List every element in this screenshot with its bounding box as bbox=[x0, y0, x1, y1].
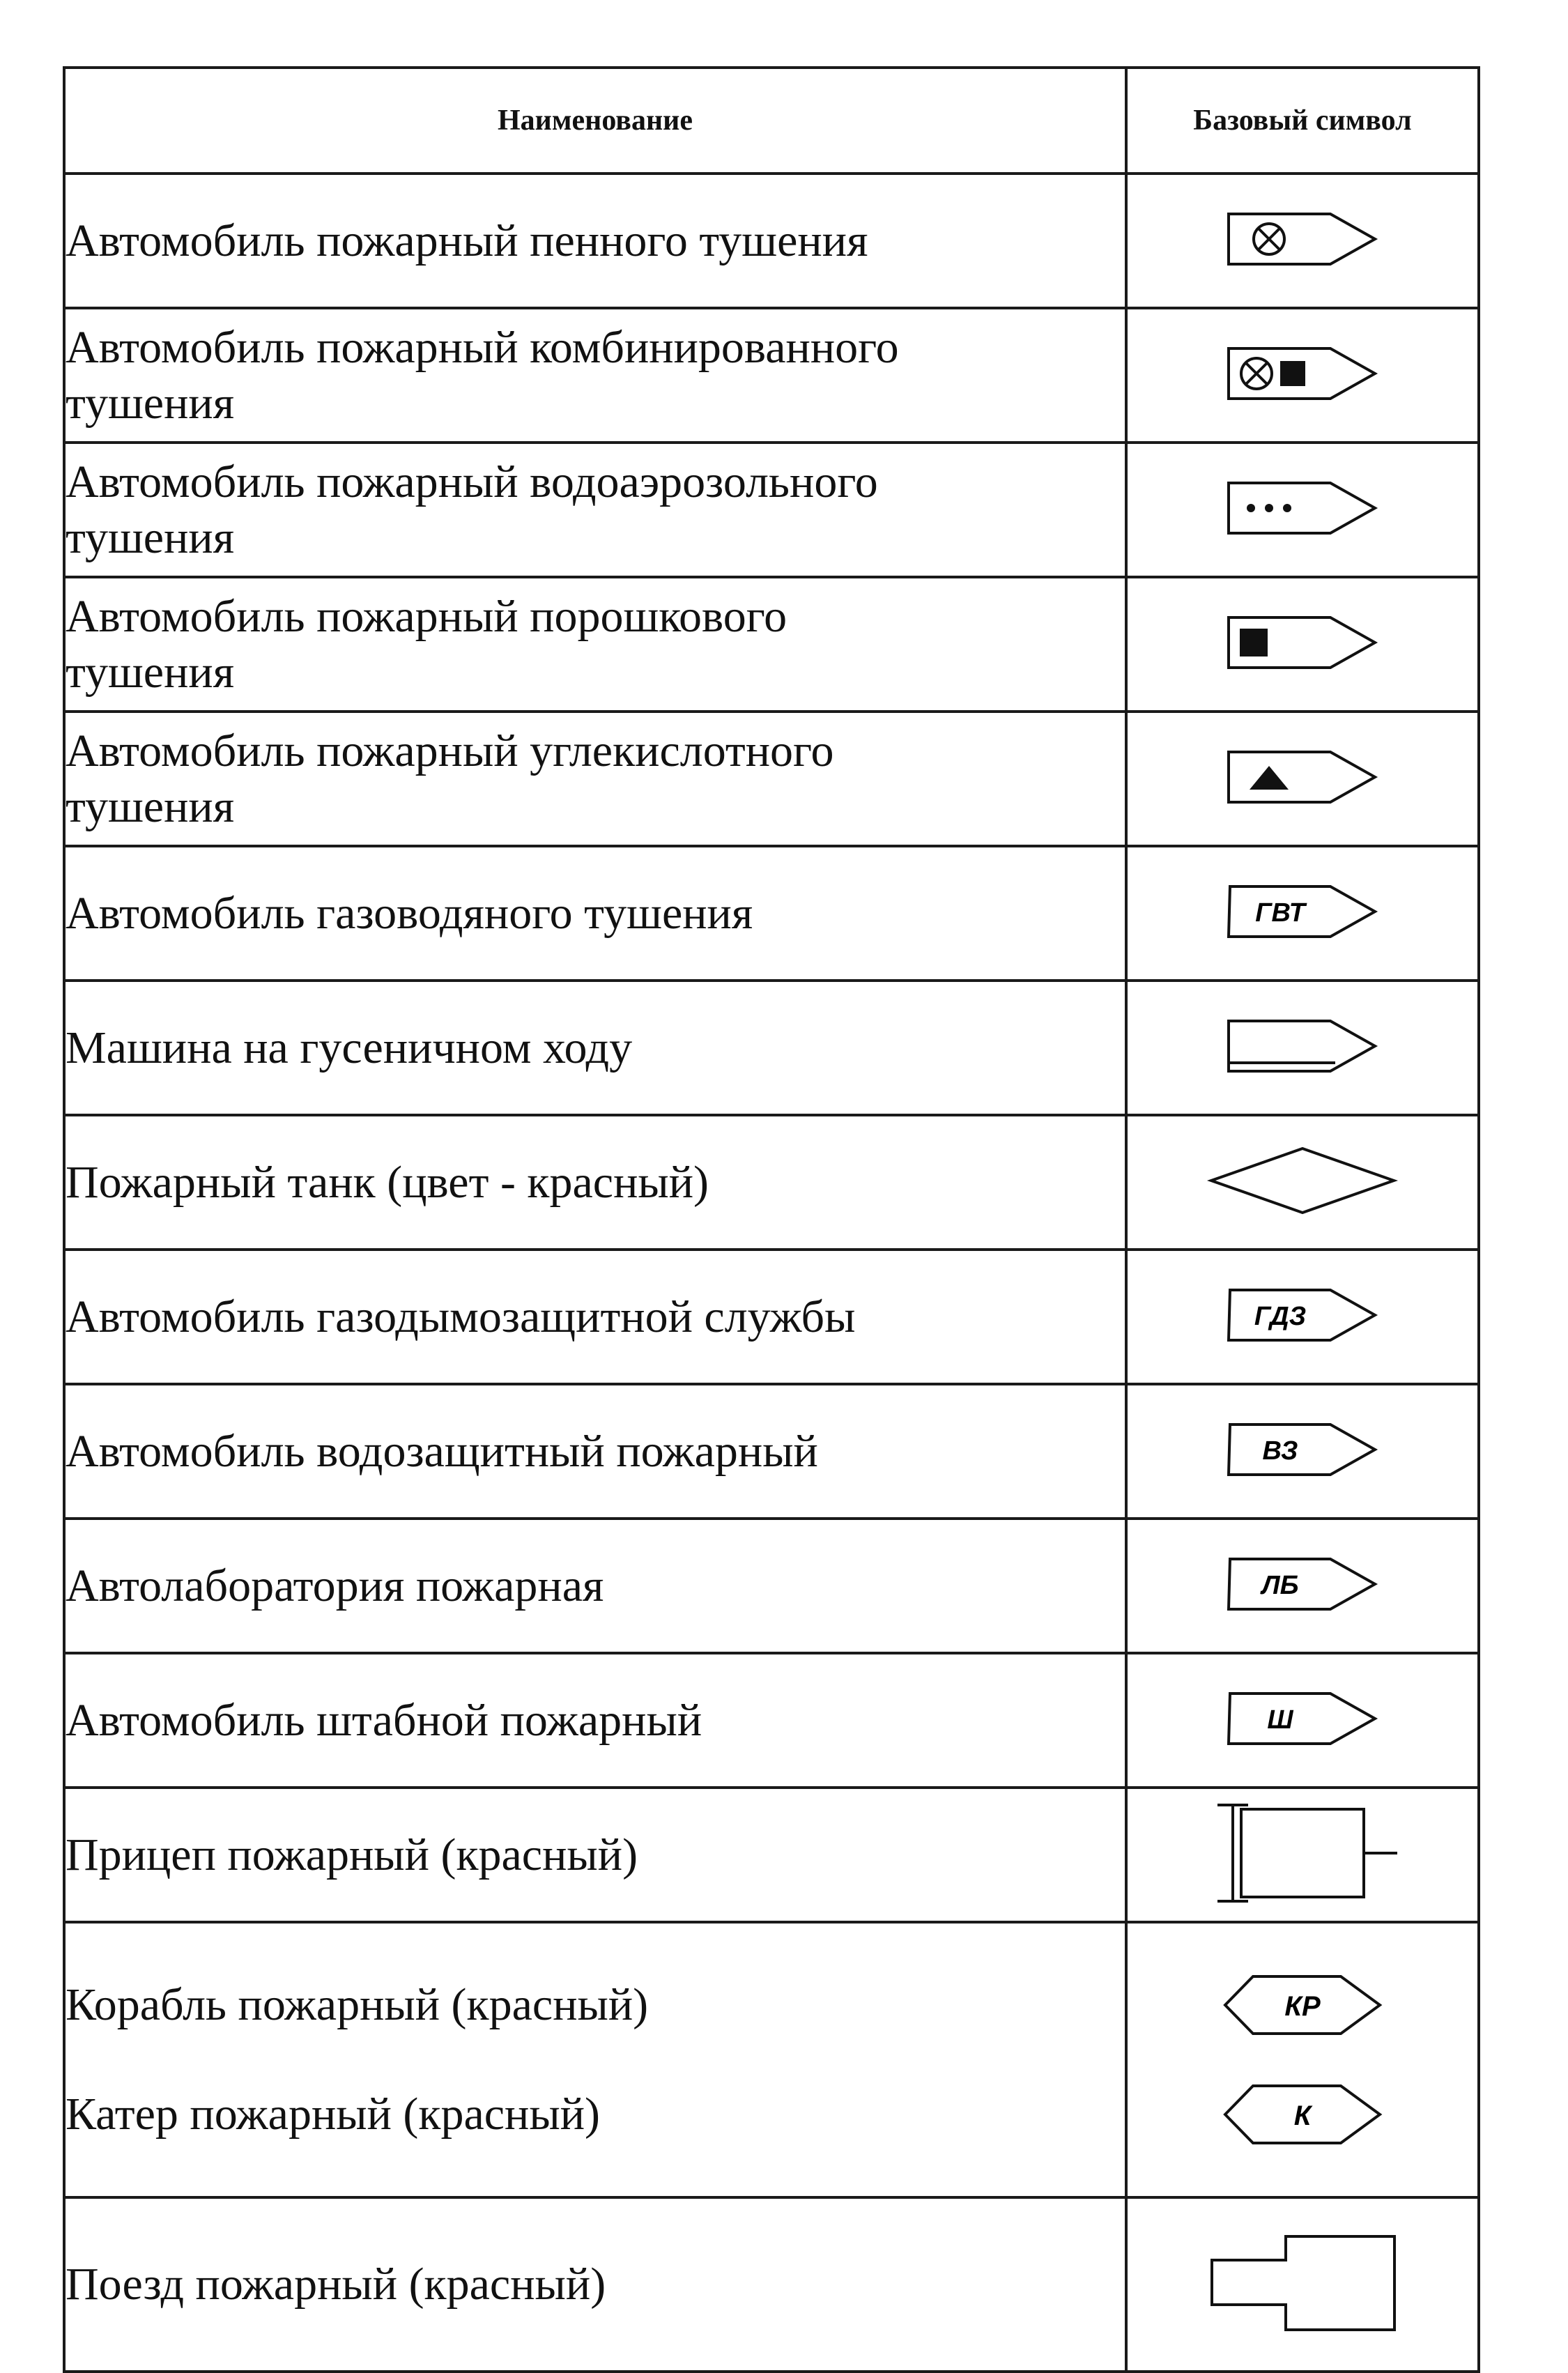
symbol-label: ГВТ bbox=[1255, 898, 1305, 928]
table-row bbox=[64, 1384, 1479, 1519]
symbol-label: Ш bbox=[1267, 1705, 1293, 1735]
row-name: Автолаборатория пожарная bbox=[64, 1519, 1126, 1653]
symbol-label: К bbox=[1293, 2101, 1312, 2131]
table-row bbox=[64, 443, 1479, 577]
row-symbol bbox=[1126, 1653, 1479, 1788]
table-row bbox=[64, 1788, 1479, 1922]
row-symbol bbox=[1126, 1922, 1479, 2197]
row-symbol bbox=[1126, 1250, 1479, 1384]
row-name-line: тушения bbox=[66, 646, 235, 698]
table-row bbox=[64, 981, 1479, 1115]
row-symbol bbox=[1126, 1788, 1479, 1922]
row-symbol bbox=[1126, 712, 1479, 846]
table-row bbox=[64, 1250, 1479, 1384]
row-name bbox=[64, 308, 1126, 443]
table-row bbox=[64, 174, 1479, 308]
row-name-line: Автомобиль пожарный комбинированного bbox=[66, 321, 899, 373]
symbol-label: ГДЗ bbox=[1254, 1302, 1307, 1331]
table-header-row bbox=[64, 68, 1479, 174]
row-name: Машина на гусеничном ходу bbox=[64, 981, 1126, 1115]
row-symbol bbox=[1126, 174, 1479, 308]
row-name: Автомобиль газоводяного тушения bbox=[64, 846, 1126, 981]
row-name-line: Автомобиль пожарный порошкового bbox=[66, 590, 787, 642]
row-name bbox=[64, 1922, 1126, 2197]
row-symbol bbox=[1126, 1384, 1479, 1519]
row-symbol bbox=[1126, 2197, 1479, 2372]
table-row bbox=[64, 1922, 1479, 2197]
row-name: Прицеп пожарный (красный) bbox=[64, 1788, 1126, 1922]
list-item bbox=[66, 2060, 1125, 2170]
row-name bbox=[64, 577, 1126, 712]
table-row bbox=[64, 2197, 1479, 2372]
row-symbol bbox=[1126, 308, 1479, 443]
symbols-table bbox=[63, 66, 1480, 2373]
table-row bbox=[64, 712, 1479, 846]
row-name bbox=[64, 712, 1126, 846]
table-row bbox=[64, 1519, 1479, 1653]
row-name-line: Автомобиль пожарный водоаэрозольного bbox=[66, 456, 878, 507]
row-symbol bbox=[1126, 846, 1479, 981]
powder-truck-icon bbox=[1226, 615, 1379, 670]
row-symbol bbox=[1126, 981, 1479, 1115]
water-aerosol-truck-icon bbox=[1226, 480, 1379, 536]
row-symbol bbox=[1126, 1115, 1479, 1250]
trailer-icon bbox=[1205, 1801, 1400, 1905]
fire-boat-icon bbox=[1222, 2083, 1383, 2146]
fire-train-icon bbox=[1205, 2231, 1400, 2335]
row-name bbox=[64, 443, 1126, 577]
fire-ship-icon bbox=[1222, 1974, 1383, 2036]
row-name-line: тушения bbox=[66, 377, 235, 429]
row-name: Автомобиль водозащитный пожарный bbox=[64, 1384, 1126, 1519]
row-name: Автомобиль газодымозащитной службы bbox=[64, 1250, 1126, 1384]
fire-tank-icon bbox=[1208, 1146, 1397, 1215]
row-name: Автомобиль штабной пожарный bbox=[64, 1653, 1126, 1788]
tracked-vehicle-icon bbox=[1226, 1018, 1379, 1074]
table-row bbox=[64, 846, 1479, 981]
row-symbol bbox=[1126, 443, 1479, 577]
symbol-label: КР bbox=[1284, 1991, 1321, 2022]
row-name-line: тушения bbox=[66, 512, 235, 563]
fire-laboratory-icon bbox=[1226, 1556, 1379, 1612]
table-row bbox=[64, 577, 1479, 712]
symbol-label: ВЗ bbox=[1262, 1436, 1298, 1466]
gas-smoke-protection-truck-icon bbox=[1226, 1287, 1379, 1343]
row-symbol bbox=[1126, 1519, 1479, 1653]
table-row bbox=[64, 1115, 1479, 1250]
combined-truck-icon bbox=[1226, 346, 1379, 401]
table-row bbox=[64, 308, 1479, 443]
column-header-name: Наименование bbox=[64, 68, 1126, 174]
row-name-line: тушения bbox=[66, 781, 235, 832]
water-protection-truck-icon bbox=[1226, 1422, 1379, 1477]
row-symbol bbox=[1126, 577, 1479, 712]
row-name-line: Корабль пожарный (красный) bbox=[66, 1979, 649, 2030]
row-name: Пожарный танк (цвет - красный) bbox=[64, 1115, 1126, 1250]
staff-truck-icon bbox=[1226, 1691, 1379, 1746]
list-item bbox=[66, 1951, 1125, 2060]
column-header-symbol: Базовый символ bbox=[1126, 68, 1479, 174]
table-row bbox=[64, 1653, 1479, 1788]
co2-truck-icon bbox=[1226, 749, 1379, 805]
row-name: Автомобиль пожарный пенного тушения bbox=[64, 174, 1126, 308]
row-name: Поезд пожарный (красный) bbox=[64, 2197, 1126, 2372]
foam-truck-icon bbox=[1226, 211, 1379, 267]
row-name-line: Автомобиль пожарный углекислотного bbox=[66, 725, 834, 776]
row-name-line: Катер пожарный (красный) bbox=[66, 2089, 601, 2140]
symbol-label: ЛБ bbox=[1261, 1571, 1299, 1600]
gas-water-truck-icon bbox=[1226, 884, 1379, 939]
